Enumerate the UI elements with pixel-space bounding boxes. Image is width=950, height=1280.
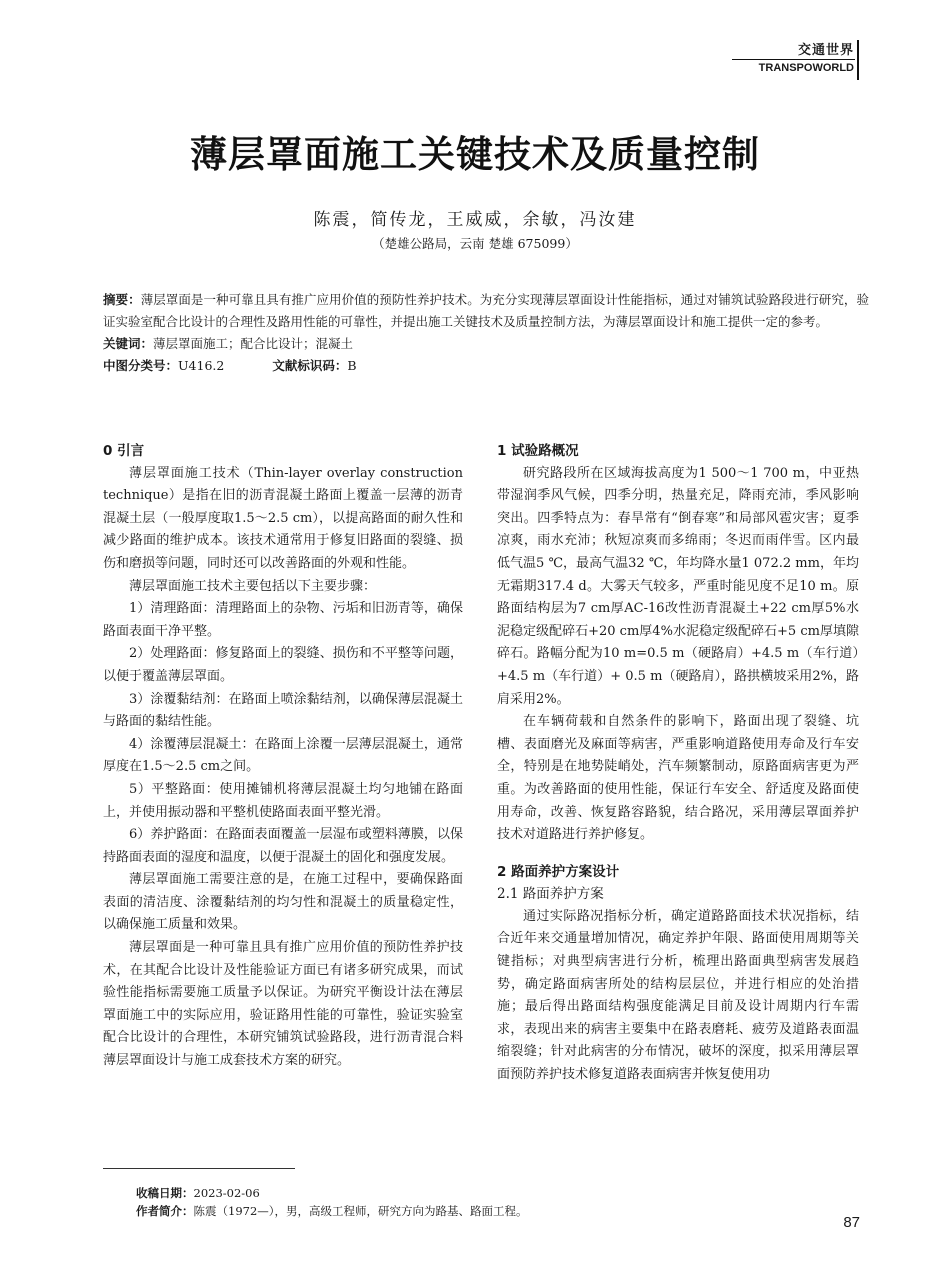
paragraph: 薄层罩面施工需要注意的是，在施工过程中，要确保路面表面的清洁度、涂覆黏结剂的均匀性和混凝土的质量稳定性，以确保施工质量和效果。 xyxy=(103,872,463,933)
paragraph: 薄层罩面施工技术主要包括以下主要步骤： xyxy=(129,578,377,594)
step-item: 4）涂覆薄层混凝土：在路面上涂覆一层薄层混凝土，通常厚度在1.5～2.5 cm之间。 xyxy=(103,736,463,775)
paper-title: 薄层罩面施工关键技术及质量控制 xyxy=(190,133,760,176)
journal-bar xyxy=(857,40,859,80)
journal-divider xyxy=(732,59,855,60)
doc-code-value: B xyxy=(347,358,357,373)
left-column xyxy=(103,440,463,1073)
keywords-label: 关键词： xyxy=(103,336,154,351)
right-column xyxy=(497,440,859,1087)
step-item: 3）涂覆黏结剂：在路面上喷涂黏结剂，以确保薄层混凝土与路面的黏结性能。 xyxy=(103,691,463,730)
classification xyxy=(103,355,869,377)
paragraph: 研究路段所在区域海拔高度为1 500～1 700 m，中亚热带湿润季风气候，四季分明，热量充足，降雨充沛，季风影响突出。四季特点为：春旱常有“倒春寒”和局部风雹灾害；夏季凉爽，雨水充沛；秋短凉爽而多绵雨；冬迟而雨伴雪。区内最低气温5 ℃，最高气温32 ℃，年均降水量1 072.2 mm，年均无霜期317.4 d。大雾天气较多，严重时能见度不足10 m。原路面结构层为7 cm厚AC-16改性沥青混凝土+22 cm厚5%水泥稳定级配碎石+20 cm厚4%水泥稳定级配碎石+5 cm厚填隙碎石。路幅分配为10 m=0.5 m（硬路肩）+4.5 m（车行道）+4.5 m（车行道）+ 0.5 m（硬路肩），路拱横坡采用2%，路肩采用2%。 xyxy=(497,465,859,707)
journal-name-cn: 交通世界 xyxy=(797,43,854,58)
affiliation: （楚雄公路局，云南 楚雄 675099） xyxy=(372,236,578,251)
paragraph: 薄层罩面是一种可靠且具有推广应用价值的预防性养护技术，在其配合比设计及性能验证方面已有诸多研究成果，而试验性能指标需要施工质量予以保证。为研究平衡设计法在薄层罩面施工中的实际应用，验证路用性能的可靠性，验证实验室配合比设计的合理性，本研究铺筑试验路段，进行沥青混合料薄层罩面设计与施工成套技术方案的研究。 xyxy=(103,940,463,1069)
doc-code-label: 文献标识码： xyxy=(272,358,348,373)
step-item: 1）清理路面：清理路面上的杂物、污垢和旧沥青等，确保路面表面干净平整。 xyxy=(103,601,463,639)
step-item: 6）养护路面：在路面表面覆盖一层湿布或塑料薄膜，以保持路面表面的湿度和温度，以便于混凝土的固化和强度发展。 xyxy=(103,827,463,865)
keywords-text: 薄层罩面施工；配合比设计；混凝土 xyxy=(153,336,354,351)
section-heading-intro: 0 引言 xyxy=(103,443,145,459)
author-bio xyxy=(136,1202,528,1220)
author-bio-text: 陈震（1972—），男，高级工程师，研究方向为路基、路面工程。 xyxy=(193,1204,528,1218)
authors: 陈震，简传龙，王威威，余敏，冯汝建 xyxy=(313,210,637,230)
abstract xyxy=(103,289,869,333)
section-heading-test-road: 1 试验路概况 xyxy=(497,443,579,459)
paragraph: 薄层罩面施工技术（Thin-layer overlay construction technique）是指在旧的沥青混凝土路面上覆盖一层薄的沥青混凝土层（一般厚度取1.5～2.5 cm），以提高路面的耐久性和减少路面的维护成本。该技术通常用于修复旧路面的裂缝、损伤和磨损等问题，同时还可以改善路面的外观和性能。 xyxy=(103,465,463,571)
page-number: 87 xyxy=(843,1214,860,1231)
subsection-heading: 2.1 路面养护方案 xyxy=(497,886,604,903)
clc-value: U416.2 xyxy=(178,358,225,373)
step-item: 2）处理路面：修复路面上的裂缝、损伤和不平整等问题，以便于覆盖薄层罩面。 xyxy=(103,646,463,684)
abstract-text: 薄层罩面是一种可靠且具有推广应用价值的预防性养护技术。为充分实现薄层罩面设计性能指标，通过对铺筑试验路段进行研究，验证实验室配合比设计的合理性及路用性能的可靠性，并提出施工关键技术及质量控制方法，为薄层罩面设计和施工提供一定的参考。 xyxy=(103,292,869,329)
clc-label: 中图分类号： xyxy=(103,358,179,373)
received-date xyxy=(136,1184,528,1202)
journal-name-en: TRANSPOWORLD xyxy=(758,62,854,74)
author-bio-label: 作者简介： xyxy=(136,1204,194,1218)
received-label: 收稿日期： xyxy=(136,1186,194,1200)
received-value: 2023-02-06 xyxy=(193,1186,260,1200)
keywords xyxy=(103,333,869,355)
abstract-block xyxy=(103,289,869,377)
paragraph: 在车辆荷载和自然条件的影响下，路面出现了裂缝、坑槽、表面磨光及麻面等病害，严重影响道路使用寿命及行车安全，特别是在地势陡峭处，汽车频繁制动，原路面病害更为严重。为改善路面的使用性能，保证行车安全、舒适度及路面使用寿命，改善、恢复路容路貌，结合路况，采用薄层罩面养护技术对道路进行养护修复。 xyxy=(497,714,859,843)
abstract-label: 摘要： xyxy=(103,292,141,307)
footnote-divider xyxy=(103,1168,295,1169)
footnote xyxy=(136,1184,528,1220)
step-item: 5）平整路面：使用摊铺机将薄层混凝土均匀地铺在路面上，并使用振动器和平整机使路面表面平整光滑。 xyxy=(103,781,463,820)
paragraph: 通过实际路况指标分析，确定道路路面技术状况指标，结合近年来交通量增加情况，确定养护年限、路面使用周期等关键指标；对典型病害进行分析，梳理出路面典型病害发展趋势，确定路面病害所处的结构层层位，并进行相应的处治措施；最后得出路面结构强度能满足目前及设计周期内行车需求，表现出来的病害主要集中在路表磨耗、疲劳及道路表面温缩裂缝；针对此病害的分布情况，破坏的深度，拟采用薄层罩面预防养护技术修复道路表面病害并恢复使用功 xyxy=(497,908,859,1083)
section-heading-maintenance: 2 路面养护方案设计 xyxy=(497,863,620,880)
